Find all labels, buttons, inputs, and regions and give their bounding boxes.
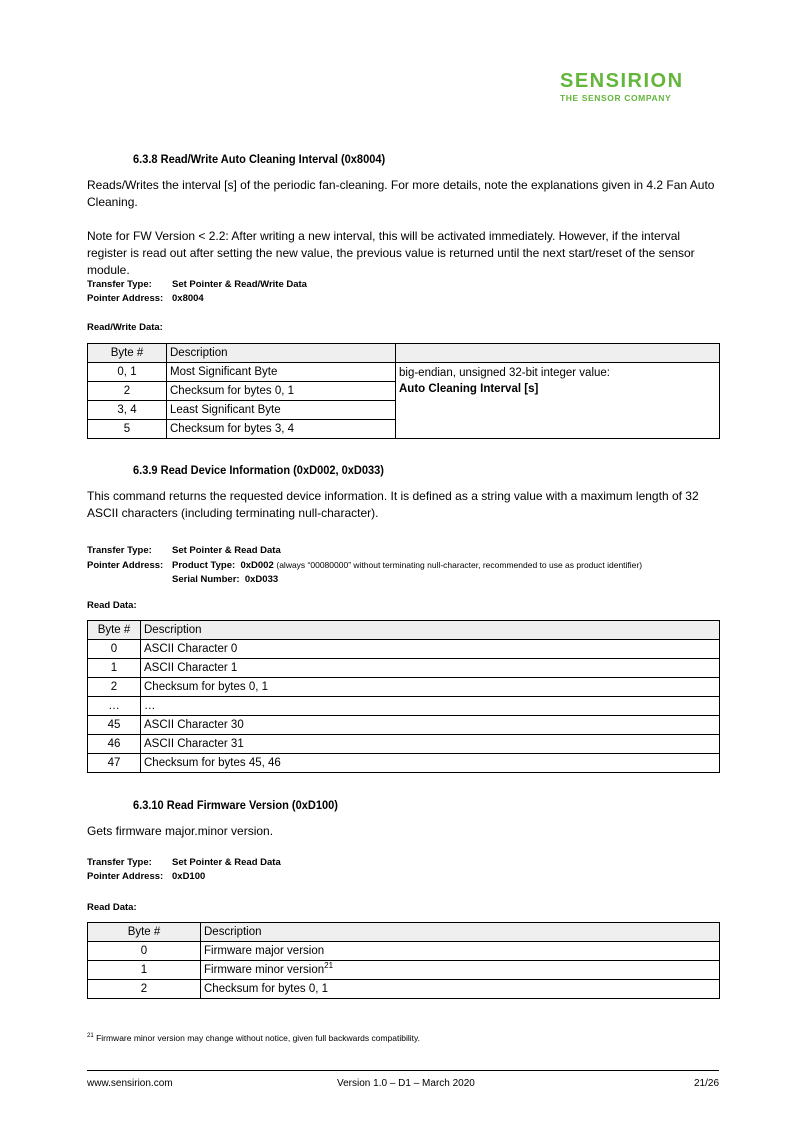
cell-description: Firmware major version [201,942,720,961]
transfer-type-label: Transfer Type: [87,279,152,290]
cell-description: Least Significant Byte [167,401,396,420]
footer-page-number: 21/26 [694,1078,720,1089]
footer-version: Version 1.0 – D1 – March 2020 [337,1078,475,1089]
pointer-address-value: 0x8004 [172,293,204,304]
section-heading-6-3-9: 6.3.9 Read Device Information (0xD002, 0xD033) [133,463,384,477]
paragraph: Gets firmware major.minor version. [87,824,274,838]
header-byte: Byte # [88,923,201,942]
table-header-row [88,923,720,942]
transfer-type-label: Transfer Type: [87,857,152,868]
cell-description: Checksum for bytes 3, 4 [167,420,396,439]
table-row [88,716,720,735]
footnote [87,1033,420,1043]
cell-byte: 2 [88,678,141,697]
cell-description: ASCII Character 31 [141,735,720,754]
header-byte: Byte # [88,621,141,640]
footnote-ref[interactable]: 21 [324,961,334,971]
cell-description: Checksum for bytes 0, 1 [201,980,720,999]
section-heading-6-3-10: 6.3.10 Read Firmware Version (0xD100) [133,798,338,812]
cell-byte: 3, 4 [88,401,167,420]
table-row [88,735,720,754]
data-label: Read Data: [87,600,137,611]
header-description: Description [201,923,720,942]
note-line-2: Auto Cleaning Interval [s] [399,383,539,395]
cell-byte: 5 [88,420,167,439]
cell-byte: 0 [88,640,141,659]
cell-description: ASCII Character 0 [141,640,720,659]
cell-description: … [141,697,720,716]
table-row [88,678,720,697]
transfer-info [87,856,281,884]
cell-byte: … [88,697,141,716]
table-firmware-version [87,922,720,999]
footer-website[interactable]: www.sensirion.com [87,1078,173,1089]
transfer-info [87,544,642,587]
cell-description: ASCII Character 1 [141,659,720,678]
product-type-label: Product Type: [172,560,236,571]
transfer-type-label: Transfer Type: [87,545,152,556]
product-type-note: (always “00080000” without terminating null-character, recommended to use as product identifier) [276,560,643,570]
company-logo: SENSIRION [560,70,684,92]
cell-byte: 1 [88,961,201,980]
data-label: Read Data: [87,902,137,913]
table-row [88,961,720,980]
cell-description: ASCII Character 30 [141,716,720,735]
cell-byte: 2 [88,382,167,401]
cell-note [396,363,720,439]
paragraph: This command returns the requested device information. It is defined as a string value with a maximum length of 32 ASCII characters (including terminating null-character). [87,489,699,520]
header-empty [396,344,720,363]
transfer-type-value: Set Pointer & Read/Write Data [172,279,307,290]
cell-description: Most Significant Byte [167,363,396,382]
table-auto-cleaning [87,343,720,439]
cell-description: Checksum for bytes 0, 1 [167,382,396,401]
section-heading-6-3-8: 6.3.8 Read/Write Auto Cleaning Interval (0x8004) [133,152,386,166]
serial-number-label: Serial Number: [172,574,240,585]
company-tagline: THE SENSOR COMPANY [560,93,672,103]
data-label: Read/Write Data: [87,322,163,333]
table-row [88,942,720,961]
cell-byte: 2 [88,980,201,999]
table-row [88,697,720,716]
footer-rule [87,1070,719,1071]
table-row [88,754,720,773]
table-device-info [87,620,720,773]
table-row [88,363,720,382]
pointer-address-value: 0xD100 [172,871,206,882]
paragraph: Reads/Writes the interval [s] of the periodic fan-cleaning. For more details, note the explanations given in 4.2 Fan Auto Cleaning. [87,178,715,209]
pointer-address-label: Pointer Address: [87,560,164,571]
pointer-address-label: Pointer Address: [87,293,164,304]
serial-number-value: 0xD033 [244,574,279,585]
table-row [88,980,720,999]
cell-byte: 46 [88,735,141,754]
transfer-type-value: Set Pointer & Read Data [172,545,281,556]
table-row [88,640,720,659]
transfer-info [87,278,307,306]
cell-byte: 0, 1 [88,363,167,382]
table-row [88,659,720,678]
paragraph: Note for FW Version < 2.2: After writing a new interval, this will be activated immediately. However, if the interval register is read out after setting the new value, the previous value is returned until the next start/reset of the sensor module. [87,229,695,277]
note-line-1: big-endian, unsigned 32-bit integer value: [399,367,610,379]
header-description: Description [167,344,396,363]
table-header-row [88,344,720,363]
cell-byte: 0 [88,942,201,961]
cell-description: Checksum for bytes 0, 1 [141,678,720,697]
product-type-value: 0xD002 [240,560,274,571]
pointer-address-label: Pointer Address: [87,871,164,882]
table-header-row [88,621,720,640]
cell-byte: 47 [88,754,141,773]
cell-byte: 1 [88,659,141,678]
cell-byte: 45 [88,716,141,735]
header-byte: Byte # [88,344,167,363]
cell-description [201,961,720,980]
footnote-text: Firmware minor version may change without notice, given full backwards compatibility. [96,1033,420,1043]
header-description: Description [141,621,720,640]
description-text: Firmware minor version [204,964,325,976]
footnote-number: 21 [87,1033,94,1040]
cell-description: Checksum for bytes 45, 46 [141,754,720,773]
transfer-type-value: Set Pointer & Read Data [172,857,281,868]
